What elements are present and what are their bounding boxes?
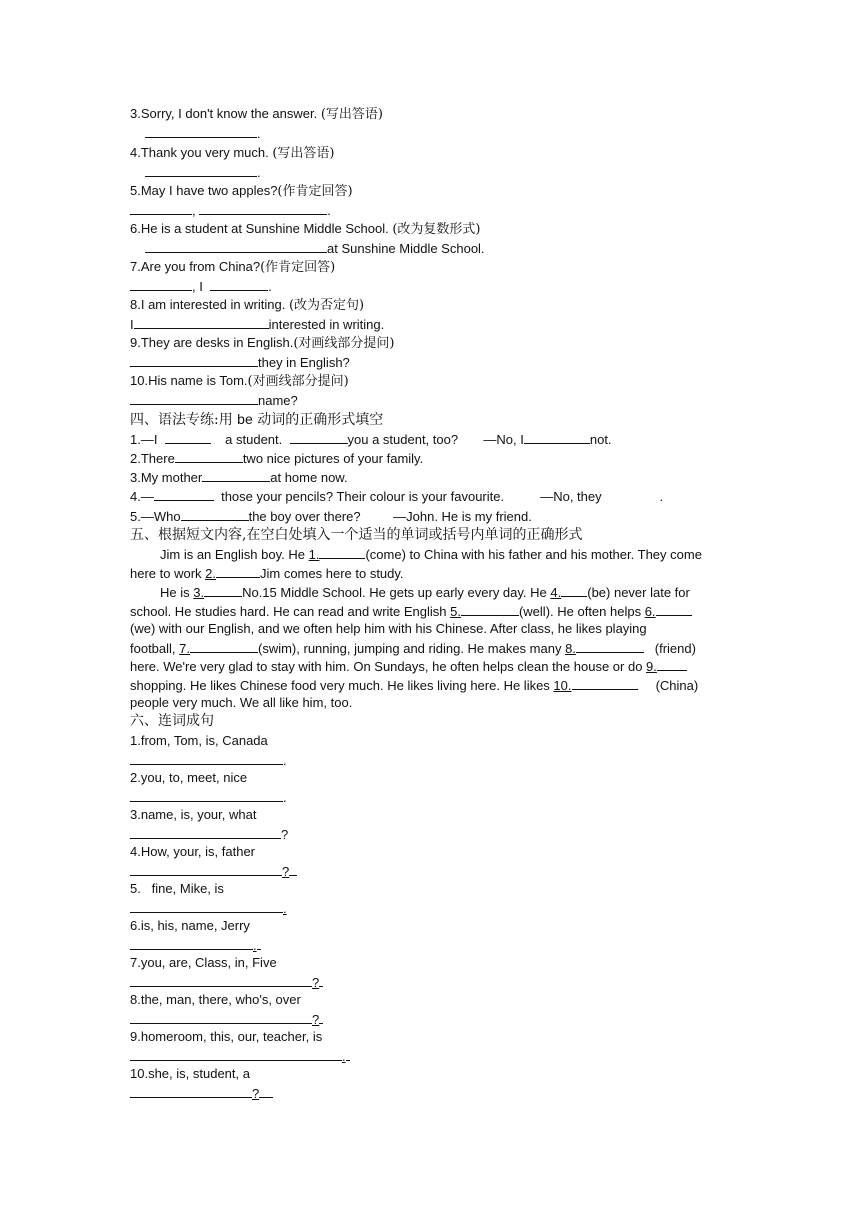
- q5-answer-line[interactable]: , .: [130, 202, 331, 218]
- q9-prompt: 9.They are desks in English.(对画线部分提问): [130, 335, 395, 351]
- p6-q7: 7.you, are, Class, in, Five: [130, 955, 277, 970]
- p5-line-4: school. He studies hard. He can read and write English 5. (well). He often helps 6.: [130, 603, 692, 619]
- p6-q3: 3.name, is, your, what: [130, 807, 257, 822]
- p6-q5: 5. fine, Mike, is: [130, 881, 224, 896]
- blank[interactable]: [154, 488, 214, 501]
- p4-line-4: 4.— those your pencils? Their colour is your favourite. —No, they .: [130, 489, 664, 504]
- p6-a6[interactable]: .: [130, 937, 261, 953]
- p5-line-8: shopping. He likes Chinese food very much. He likes living here. He likes 10. (China): [130, 678, 699, 693]
- q7-answer-line[interactable]: , I .: [130, 278, 272, 294]
- p6-q6: 6.is, his, name, Jerry: [130, 918, 250, 933]
- q7-prompt: 7.Are you from China?(作肯定回答): [130, 259, 336, 275]
- blank[interactable]: [524, 431, 590, 444]
- blank[interactable]: [181, 508, 249, 521]
- p5-line-5: (we) with our English, and we often help him with his Chinese. After class, he likes playing: [130, 621, 647, 636]
- p6-q2: 2.you, to, meet, nice: [130, 770, 248, 785]
- q3-answer-line[interactable]: .: [145, 125, 261, 141]
- p4-line-5: 5.—Who the boy over there? —John. He is my friend.: [130, 509, 532, 524]
- blank[interactable]: [202, 469, 270, 482]
- q3-prompt: 3.Sorry, I don't know the answer. (写出答语): [130, 106, 384, 122]
- q6-prompt: 6.He is a student at Sunshine Middle School. (改为复数形式): [130, 221, 481, 237]
- p6-q1: 1.from, Tom, is, Canada: [130, 733, 268, 748]
- blank[interactable]: [175, 450, 243, 463]
- p4-line-2: 2.There two nice pictures of your family.: [130, 451, 424, 466]
- blank[interactable]: [165, 431, 211, 444]
- p5-line-2: here to work 2. Jim comes here to study.: [130, 566, 404, 581]
- p4-line-3: 3.My mother at home now.: [130, 470, 348, 485]
- q4-prompt: 4.Thank you very much. (写出答语): [130, 145, 335, 161]
- q6-answer-line[interactable]: at Sunshine Middle School.: [145, 240, 485, 256]
- p6-q10: 10.she, is, student, a: [130, 1066, 250, 1081]
- p5-line-3: He is 3. No.15 Middle School. He gets up early every day. He 4. (be) never late for: [160, 585, 690, 600]
- p6-a3[interactable]: ?: [130, 826, 288, 842]
- q10-answer-line[interactable]: name?: [130, 392, 298, 408]
- q10-prompt: 10.His name is Tom.(对画线部分提问): [130, 373, 349, 389]
- p6-a1[interactable]: .: [130, 752, 287, 768]
- q8-prompt: 8.I am interested in writing. (改为否定句): [130, 297, 365, 313]
- p5-line-6: football, 7. (swim), running, jumping and riding. He makes many 8. (friend): [130, 641, 696, 656]
- part5-heading: 五、根据短文内容,在空白处填入一个适当的单词或括号内单词的正确形式: [130, 527, 583, 543]
- q5-prompt: 5.May I have two apples?(作肯定回答): [130, 183, 353, 199]
- part4-heading: 四、语法专练:用 be 动词的正确形式填空: [130, 411, 384, 428]
- blank[interactable]: [290, 431, 348, 444]
- p4-line-1: 1.—I a student. you a student, too? —No, I not.: [130, 432, 612, 447]
- p6-q9: 9.homeroom, this, our, teacher, is: [130, 1029, 323, 1044]
- p6-a10[interactable]: ?: [130, 1085, 273, 1101]
- p6-q4: 4.How, your, is, father: [130, 844, 256, 859]
- q8-answer-line[interactable]: I interested in writing.: [130, 317, 385, 332]
- p6-q8: 8.the, man, there, who's, over: [130, 992, 301, 1007]
- q9-answer-line[interactable]: they in English?: [130, 354, 350, 370]
- p6-a7[interactable]: ?: [130, 974, 323, 990]
- p5-line-9: people very much. We all like him, too.: [130, 695, 353, 710]
- p6-a8[interactable]: ?: [130, 1011, 323, 1027]
- p5-line-1: Jim is an English boy. He 1. (come) to China with his father and his mother. They come: [160, 547, 702, 562]
- p5-line-7: here. We're very glad to stay with him. On Sundays, he often helps clean the house or do 9.: [130, 658, 687, 674]
- p6-a9[interactable]: .: [130, 1048, 350, 1064]
- p6-a5[interactable]: .: [130, 900, 287, 916]
- p6-a2[interactable]: .: [130, 789, 287, 805]
- part6-heading: 六、连词成句: [130, 713, 214, 729]
- p6-a4[interactable]: ?: [130, 863, 297, 879]
- q4-answer-line[interactable]: .: [145, 164, 261, 180]
